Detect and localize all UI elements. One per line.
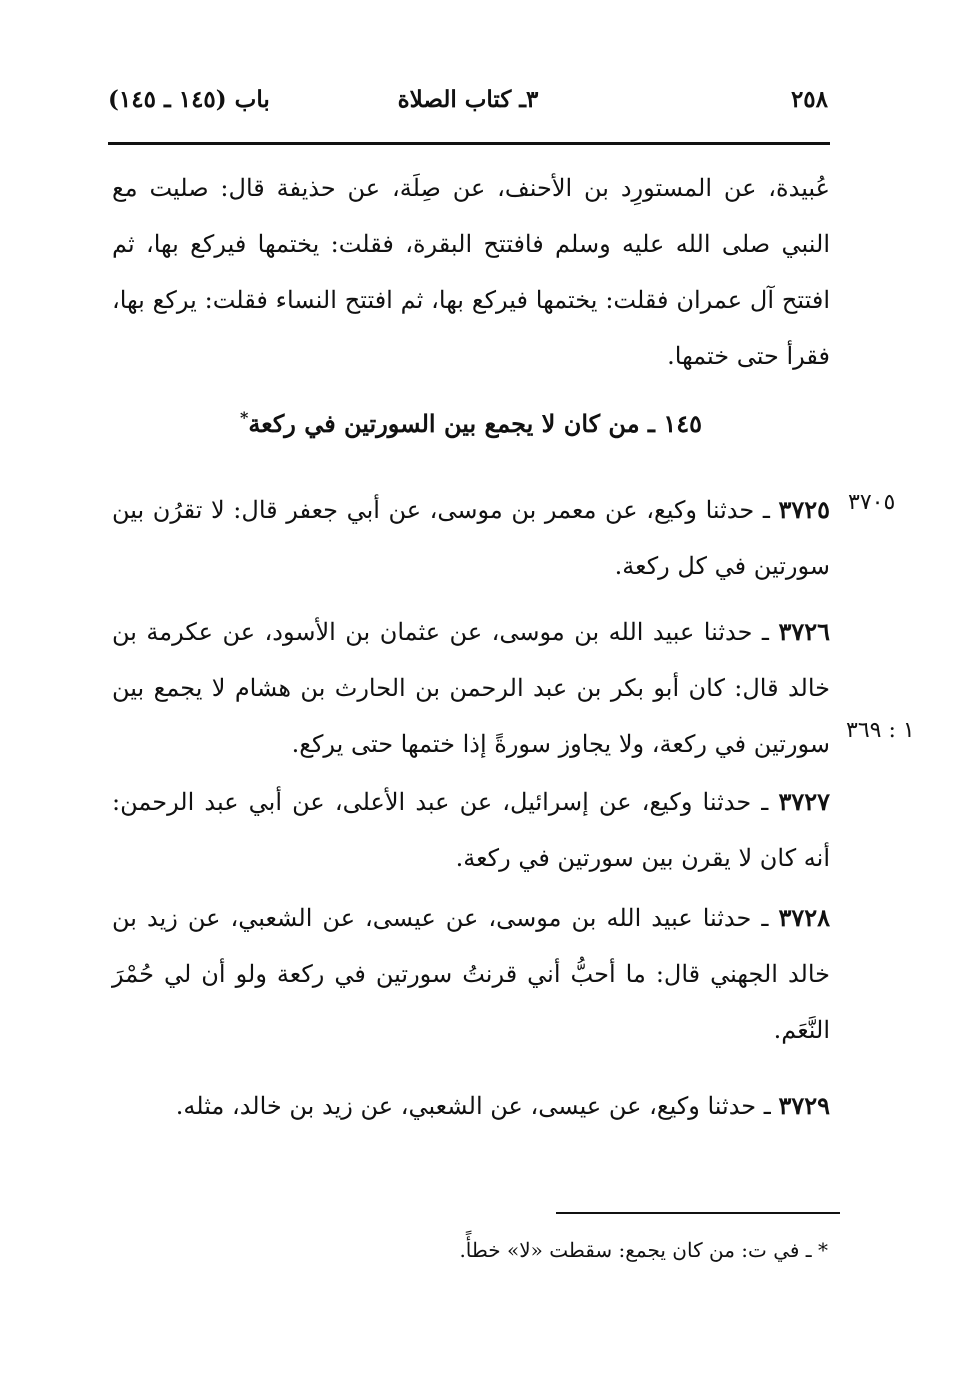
hadith-3729 xyxy=(112,1078,830,1134)
hadith-number: ٣٧٢٧ xyxy=(778,787,830,816)
hadith-number: ٣٧٢٥ xyxy=(778,495,830,524)
running-header xyxy=(108,86,828,126)
chapter-heading xyxy=(112,408,830,438)
hadith-text: ـ حدثنا عبيد الله بن موسى، عن عيسى، عن الشعبي، عن زيد بن خالد الجهني قال: ما أحبُّ أني قرنتُ سورتين في ركعة ولو أن لي حُمْرَ النَّعَم. xyxy=(112,904,830,1044)
hadith-text: ـ حدثنا وكيع، عن معمر بن موسى، عن أبي جعفر قال: لا تقرُن بين سورتين في كل ركعة. xyxy=(112,496,830,580)
hadith-number: ٣٧٢٨ xyxy=(778,903,830,932)
intro-paragraph: عُبيدة، عن المستورِد بن الأحنف، عن صِلَة، عن حذيفة قال: صليت مع النبي صلى الله عليه وسلم فافتتح البقرة، فقلت: يختمها فيركع بها، ثم افتتح آل عمران فقلت: يختمها فيركع بها، ثم افتتح النساء فقلت: يركع بها، فقرأ حتى ختمها. xyxy=(112,174,830,370)
footnote: * ـ في ت: من كان يجمع: سقطت «لا» خطأً. xyxy=(459,1238,828,1262)
chapter-footnote-mark: * xyxy=(240,408,249,427)
hadith-3725 xyxy=(112,482,830,594)
hadith-text: ـ حدثنا وكيع، عن عيسى، عن الشعبي، عن زيد بن خالد، مثله. xyxy=(175,1092,779,1120)
hadith-text: ـ حدثنا عبيد الله بن موسى، عن عثمان بن الأسود، عن عكرمة بن خالد قال: كان أبو بكر بن عبد الرحمن بن الحارث بن هشام لا يجمع بين سورتين في ركعة، ولا يجاوز سورةً إذا ختمها حتى يركع. xyxy=(112,618,830,758)
margin-reference: ٣٧٠٥ xyxy=(848,490,896,515)
header-rule xyxy=(108,142,830,145)
page-number: ٢٥٨ xyxy=(790,86,828,113)
hadith-number: ٣٧٢٩ xyxy=(778,1091,830,1120)
chapter-range: باب (١٤٥ ـ ١٤٥) xyxy=(108,86,270,113)
hadith-number: ٣٧٢٦ xyxy=(778,617,830,646)
margin-reference: ١ : ٣٦٩ xyxy=(846,718,915,743)
hadith-3727 xyxy=(112,774,830,886)
footnote-rule xyxy=(556,1212,840,1214)
book-title: ٣ـ كتاب الصلاة xyxy=(397,86,539,113)
hadith-3728 xyxy=(112,890,830,1058)
hadith-text: ـ حدثنا وكيع، عن إسرائيل، عن عبد الأعلى، عن أبي عبد الرحمن: أنه كان لا يقرن بين سورتين في ركعة. xyxy=(112,788,830,872)
chapter-title: ١٤٥ ـ من كان لا يجمع بين السورتين في ركعة xyxy=(248,409,702,438)
hadith-3726 xyxy=(112,604,830,772)
